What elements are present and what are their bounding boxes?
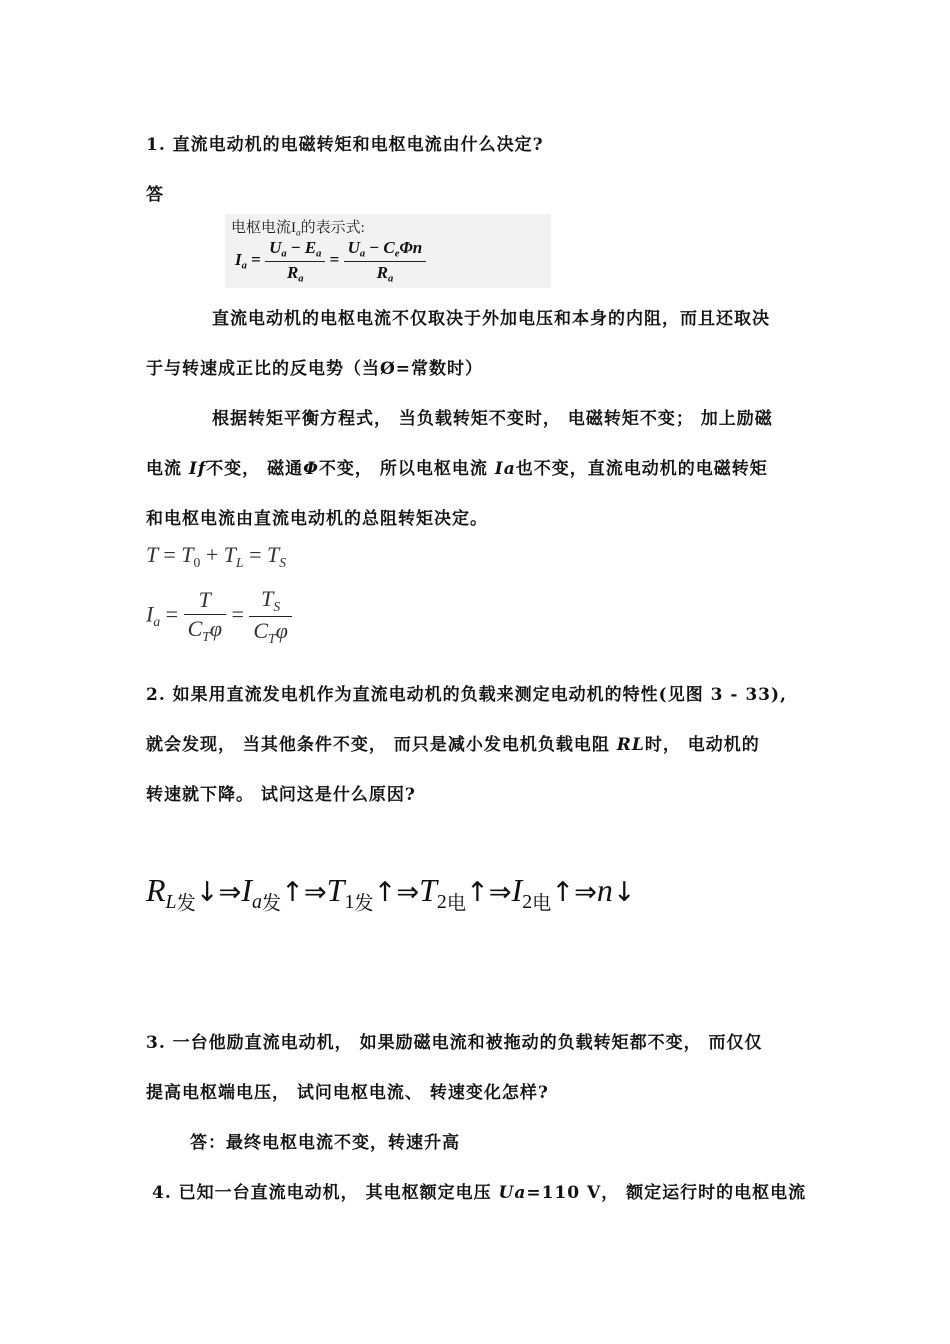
q2-line3: 转速就下降。 试问这是什么原因?	[146, 785, 416, 805]
q1-title: 1. 直流电动机的电磁转矩和电枢电流由什么决定?	[146, 135, 544, 155]
q1-para1-line2: 于与转速成正比的反电势（当Ø=常数时）	[146, 359, 484, 379]
q2-line2: 就会发现， 当其他条件不变， 而只是减小发电机负载电阻 RL时， 电动机的	[146, 735, 760, 755]
q3-answer: 答：最终电枢电流不变，转速升高	[190, 1133, 460, 1153]
armature-current-equation: $I_a$ = $\frac{U_a - E_a}{R_a}$ = $\frac{U_a - C_e\Phi n}{R_a}$	[235, 238, 426, 284]
q1-para2-line3: 和电枢电流由直流电动机的总阻转矩决定。	[146, 509, 488, 529]
q3-line2: 提高电枢端电压， 试问电枢电流、 转速变化怎样?	[146, 1083, 549, 1103]
q4-line1: 4. 已知一台直流电动机， 其电枢额定电压 Ua=110 V， 额定运行时的电枢电流	[152, 1183, 807, 1203]
formula-box-label: 电枢电流$I_a$的表示式:	[231, 220, 365, 239]
armature-current-torque-equation: $I_a$ = $\frac{T}{C_T\varphi}$ = $\frac{T_S}{C_T\varphi}$	[146, 586, 292, 647]
q2-line1: 2. 如果用直流发电机作为直流电动机的负载来测定电动机的特性(见图 3 - 33),	[146, 685, 787, 705]
q1-para1-line1: 直流电动机的电枢电流不仅取决于外加电压和本身的内阻，而且还取决	[212, 309, 770, 329]
q1-para2-line1: 根据转矩平衡方程式， 当负载转矩不变时， 电磁转矩不变； 加上励磁	[212, 409, 773, 429]
q1-answer-label: 答	[146, 185, 164, 205]
causal-chain-equation: $R_{L发}↓\Rightarrow I_{a发}↑\Rightarrow T_{1发}↑\Rightarrow T_{2电}↑\Rightarrow I_{2电}↑\Rightarrow n↓$	[146, 872, 636, 915]
torque-balance-equation: $T = T_0 + T_L = T_S$	[146, 542, 287, 570]
armature-current-formula-box	[225, 214, 551, 288]
q3-line1: 3. 一台他励直流电动机， 如果励磁电流和被拖动的负载转矩都不变， 而仅仅	[146, 1033, 763, 1053]
q1-para2-line2: 电流 If不变， 磁通Φ不变， 所以电枢电流 Ia也不变，直流电动机的电磁转矩	[146, 459, 768, 479]
